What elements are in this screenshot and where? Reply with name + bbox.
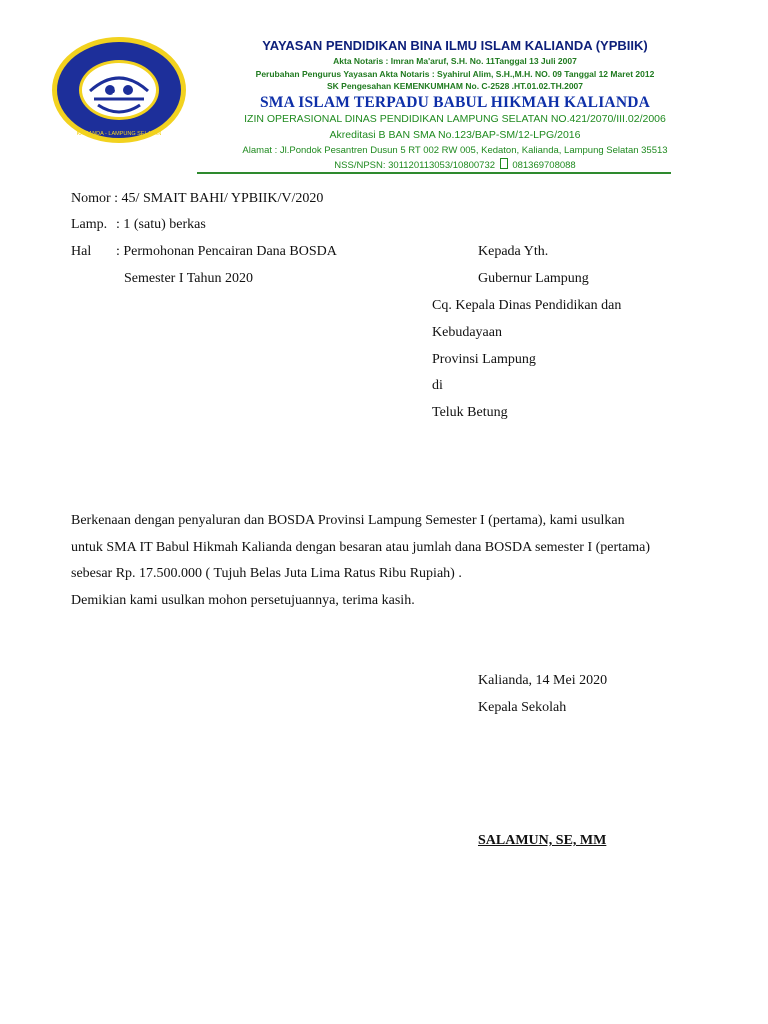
- notary-line: Akta Notaris : Imran Ma'aruf, S.H. No. 11Tanggal 13 Juli 2007: [333, 56, 577, 66]
- subject-label: Hal: [71, 244, 92, 259]
- signer-name: SALAMUN, SE, MM: [478, 833, 607, 848]
- recipient-line-7: Teluk Betung: [432, 405, 508, 420]
- phone-text: 081369708088: [512, 160, 576, 171]
- logo-initials: JIL: [112, 87, 126, 97]
- subject-value: : Permohonan Pencairan Dana BOSDA: [116, 244, 337, 259]
- recipient-line-1: Kepada Yth.: [478, 244, 549, 259]
- place-date: Kalianda, 14 Mei 2020: [478, 673, 608, 688]
- recipient-line-3: Cq. Kepala Dinas Pendidikan dan: [432, 298, 622, 313]
- recipient-line-2: Gubernur Lampung: [478, 271, 589, 286]
- body-line-2: untuk SMA IT Babul Hikmah Kalianda dengan besaran atau jumlah dana BOSDA semester I (pertama): [71, 540, 651, 555]
- accreditation-line: Akreditasi B BAN SMA No.123/BAP-SM/12-LPG/2016: [329, 129, 581, 141]
- body-line-3: sebesar Rp. 17.500.000 ( Tujuh Belas Juta Lima Ratus Ribu Rupiah) .: [71, 566, 462, 581]
- permit-line: IZIN OPERASIONAL DINAS PENDIDIKAN LAMPUNG SELATAN NO.421/2070/III.02/2006: [244, 113, 666, 125]
- signer-role: Kepala Sekolah: [478, 700, 567, 715]
- phone-icon: [500, 158, 508, 169]
- letter-number: Nomor : 45/ SMAIT BAHI/ YPBIIK/V/2020: [71, 191, 324, 206]
- attachment-value: : 1 (satu) berkas: [116, 217, 206, 232]
- school-logo: [50, 35, 188, 145]
- body-line-4: Demikian kami usulkan mohon persetujuannya, terima kasih.: [71, 593, 415, 608]
- change-line: Perubahan Pengurus Yayasan Akta Notaris : Syahirul Alim, S.H.,M.H. NO. 09 Tanggal 12 Maret 2012: [255, 69, 655, 79]
- recipient-line-6: di: [432, 378, 443, 393]
- foundation-name: YAYASAN PENDIDIKAN BINA ILMU ISLAM KALIANDA (YPBIIK): [262, 38, 648, 53]
- subject-value-2: Semester I Tahun 2020: [124, 271, 254, 286]
- recipient-line-5: Provinsi Lampung: [432, 352, 536, 367]
- recipient-line-4: Kebudayaan: [432, 325, 502, 340]
- body-line-1: Berkenaan dengan penyaluran dan BOSDA Provinsi Lampung Semester I (pertama), kami usulkan: [71, 513, 625, 528]
- attachment-label: Lamp.: [71, 217, 108, 232]
- header-divider: [197, 172, 671, 174]
- sk-line: SK Pengesahan KEMENKUMHAM No. C-2528 .HT.01.02.TH.2007: [326, 81, 584, 91]
- nss-text: NSS/NPSN: 301120113053/10800732: [334, 160, 496, 171]
- contact-line: [190, 158, 720, 171]
- address-line: Alamat : Jl.Pondok Pesantren Dusun 5 RT 002 RW 005, Kedaton, Kalianda, Lampung Selatan 35513: [242, 145, 668, 156]
- school-name: SMA ISLAM TERPADU BABUL HIKMAH KALIANDA: [259, 94, 651, 111]
- logo-caption: KALIANDA - LAMPUNG SELATAN: [76, 131, 162, 137]
